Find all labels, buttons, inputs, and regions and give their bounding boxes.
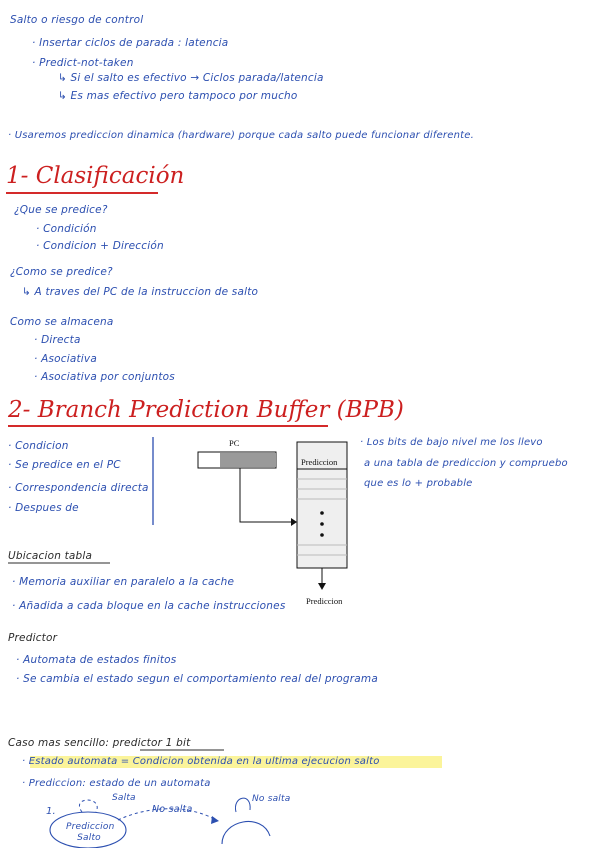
heading-ubicacion: Ubicacion tabla [8,550,93,562]
state-predict-not-taken [222,822,270,844]
bpb-note-3: que es lo + probable [364,478,473,489]
clasif-q3: Como se almacena [10,316,114,328]
self-loop [79,800,97,812]
output-label: Prediccion [306,596,343,606]
clasif-q3c: · Asociativa por conjuntos [34,371,175,383]
fsm-salta: Salta [112,793,136,803]
fsm-no-salta-2: No salta [252,794,291,804]
fsm-state-label: Prediccion Salto [66,822,115,843]
intro-note: · Usaremos prediccion dinamica (hardware) porque cada salto puede funcionar diferente. [8,130,474,141]
bpb-item: · Se predice en el PC [8,459,121,471]
clasif-q3a: · Directa [34,334,81,346]
clasif-q1b: · Condicion + Dirección [36,240,164,252]
caso-line-1: · Estado automata = Condicion obtenida en la ultima ejecucion salto [22,756,380,767]
predictor-line-2: · Se cambia el estado segun el comportamiento real del programa [16,673,378,685]
bpb-note-2: a una tabla de prediccion y compruebo [364,458,568,469]
clasif-q2a: ↳ A traves del PC de la instruccion de salto [22,286,259,298]
pc-label: PC [229,438,240,448]
intro-bullet-2a: ↳ Si el salto es efectivo → Ciclos parada/latencia [58,72,324,84]
fsm-no-salta: No salta [152,804,193,815]
heading-clasificacion: 1- Clasificación [6,163,185,189]
intro-bullet-2b: ↳ Es mas efectivo pero tampoco por mucho [58,90,298,102]
ubicacion-line-2: · Añadida a cada bloque en la cache instrucciones [12,600,286,612]
bpb-item: · Correspondencia directa [8,482,149,494]
fsm-number: 1. [46,806,56,817]
bpb-item: · Condicion [8,440,69,452]
intro-bullet-2: · Predict-not-taken [32,57,134,69]
ubicacion-line-1: · Memoria auxiliar en paralelo a la cache [12,576,235,588]
clasif-q1: ¿Que se predice? [14,204,108,216]
clasif-q1a: · Condición [36,223,97,235]
intro-title: Salto o riesgo de control [10,14,144,26]
clasif-q2: ¿Como se predice? [10,266,113,278]
heading-caso: Caso mas sencillo: predictor 1 bit [8,737,191,749]
caso-line-2: · Prediccion: estado de un automata [22,778,211,789]
clasif-q3b: · Asociativa [34,353,97,365]
heading-predictor: Predictor [8,632,58,644]
intro-bullet-1: · Insertar ciclos de parada : latencia [32,37,229,49]
predictor-line-1: · Automata de estados finitos [16,654,177,666]
table-label: Prediccion [301,457,338,467]
bpb-note-1: · Los bits de bajo nivel me los llevo [360,437,543,448]
heading-bpb: 2- Branch Prediction Buffer (BPB) [8,397,404,423]
bpb-item: · Despues de [8,502,79,514]
self-loop-2 [235,798,250,812]
